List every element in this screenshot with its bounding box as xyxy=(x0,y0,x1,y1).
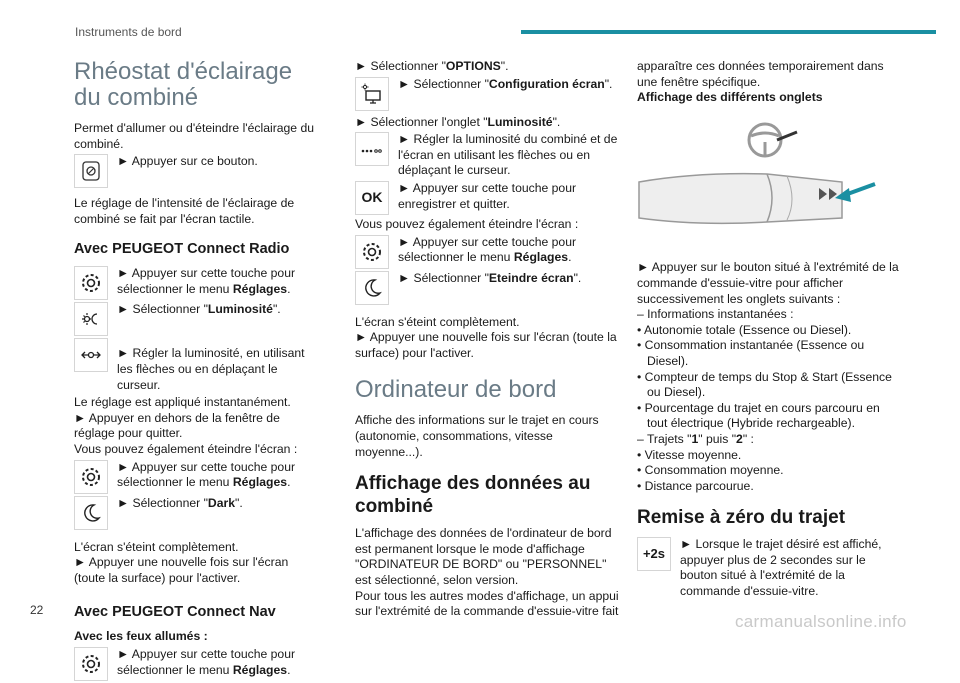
ok-button-icon: OK xyxy=(355,181,389,215)
config-end: ". xyxy=(604,76,613,91)
off-step-1-menu: Réglages xyxy=(513,250,569,265)
display-cont: apparaître ces données temporairement dans une fenêtre spécifique. xyxy=(637,59,884,89)
press-tip: ► Appuyer sur le bouton situé à l'extrémité de la commande d'essuie-vitre pour afficher successivement les onglets suivants : xyxy=(637,260,899,306)
nav-lights: Avec les feux allumés : xyxy=(74,629,208,644)
radio-off-step-1-menu: Réglages xyxy=(232,475,288,490)
slider-dots-icon xyxy=(355,132,389,166)
radio-off-step-2-option: Dark xyxy=(207,495,236,510)
radio-off-step-1-text: ► Appuyer sur cette touche pour sélectionner le menu xyxy=(117,459,296,490)
slider-arrows-icon xyxy=(74,338,108,372)
radio-applied: Le réglage est appliqué instantanément. xyxy=(74,395,291,410)
section-title-rheostat: Rhéostat d'éclairage du combiné xyxy=(74,58,293,111)
tab-label: Luminosité xyxy=(487,114,553,129)
options-end: ". xyxy=(500,59,509,73)
screen-config-icon xyxy=(355,77,389,111)
radio-screen-on: ► Appuyer une nouvelle fois sur l'écran (toute la surface) pour l'activer. xyxy=(74,555,289,585)
inst-label: – Informations instantanées : xyxy=(637,307,794,322)
inst-item: • Consommation instantanée (Essence ou Diesel). xyxy=(637,338,865,368)
header-accent-bar xyxy=(521,30,936,34)
reset-step xyxy=(637,537,902,599)
radio-step-3 xyxy=(74,338,322,393)
trips-mid: " puis " xyxy=(698,431,737,446)
nav-step-1: ► Appuyer sur cette touche pour sélectionner le menu Réglages. xyxy=(74,647,322,681)
trip-item: • Distance parcourue. xyxy=(637,478,754,493)
settings-gear-icon xyxy=(74,266,108,300)
display-p2: Pour tous les autres modes d'affichage, un appui sur l'extrémité de la commande d'essuie-vitre fait xyxy=(355,588,619,619)
trip-item: • Consommation moyenne. xyxy=(637,463,784,478)
options-text: ► Sélectionner " xyxy=(355,59,446,73)
column-3 xyxy=(637,55,902,602)
display-heading: Affichage des données au combiné xyxy=(355,473,591,518)
column-2 xyxy=(355,55,620,620)
radio-step-2-option: Luminosité xyxy=(207,302,273,317)
nav-step-1-text: ► Appuyer sur cette touche pour sélectionner le menu xyxy=(117,646,296,677)
screen-on: ► Appuyer une nouvelle fois sur l'écran (toute la surface) pour l'activer. xyxy=(355,330,617,360)
rheostat-step-text: ► Appuyer sur ce bouton. xyxy=(117,154,258,169)
tab-text: ► Sélectionner l'onglet " xyxy=(355,114,488,129)
off-step-1-text: ► Appuyer sur cette touche pour sélectionner le menu xyxy=(398,234,577,265)
watermark: carmanualsonline.info xyxy=(735,612,907,631)
off-step-2-text: ► Sélectionner " xyxy=(398,270,489,285)
tabs-heading: Affichage des différents onglets xyxy=(637,90,823,105)
radio-step-1: ► Appuyer sur cette touche pour sélectionner le menu Réglages. xyxy=(74,266,322,300)
tab-end: ". xyxy=(552,114,561,129)
header-title: Instruments de bord xyxy=(75,25,182,39)
adjust-text: ► Régler la luminosité du combiné et de l'écran en utilisant les flèches ou en déplaçant le curseur. xyxy=(398,132,618,178)
plus-2s-icon: +2s xyxy=(637,537,671,571)
radio-off-intro: Vous pouvez également éteindre l'écran : xyxy=(74,441,298,456)
settings-gear-icon xyxy=(74,647,108,681)
nav-heading: Avec PEUGEOT Connect Nav xyxy=(74,604,276,621)
column-1 xyxy=(74,55,322,683)
section-title-computer: Ordinateur de bord xyxy=(355,376,557,404)
screen-off: L'écran s'éteint complètement. xyxy=(355,314,520,329)
rheostat-step xyxy=(74,154,322,188)
computer-desc: Affiche des informations sur le trajet en cours (autonomie, consommations, vitesse moyenne...). xyxy=(355,413,599,459)
radio-step-2-text: ► Sélectionner " xyxy=(117,302,208,317)
radio-off-step-1: ► Appuyer sur cette touche pour sélectionner le menu Réglages. xyxy=(74,460,322,494)
trips-text: – Trajets " xyxy=(637,431,692,446)
rheostat-adjust: Le réglage de l'intensité de l'éclairage de combiné se fait par l'écran tactile. xyxy=(74,196,295,226)
brightness-icon xyxy=(74,302,108,336)
reset-heading: Remise à zéro du trajet xyxy=(637,507,846,529)
adjust-step xyxy=(355,132,620,179)
radio-off-step-2-end: ". xyxy=(235,495,243,510)
config-step xyxy=(355,77,620,111)
ok-step xyxy=(355,181,620,215)
config-text: ► Sélectionner " xyxy=(398,76,489,91)
ok-text: ► Appuyer sur cette touche pour enregistrer et quitter. xyxy=(398,180,577,211)
trip-item: • Vitesse moyenne. xyxy=(637,447,742,462)
options-label: OPTIONS xyxy=(445,59,501,73)
nav-step-1-menu: Réglages xyxy=(232,662,288,677)
off-intro: Vous pouvez également éteindre l'écran : xyxy=(355,216,579,231)
inst-item: • Compteur de temps du Stop & Start (Essence ou Diesel). xyxy=(637,369,892,400)
moon-icon xyxy=(355,271,389,305)
off-step-1: ► Appuyer sur cette touche pour sélectionner le menu Réglages. xyxy=(355,235,620,269)
radio-off-step-2 xyxy=(74,496,322,530)
config-label: Configuration écran xyxy=(488,76,605,91)
trip-1: 1 xyxy=(691,431,699,446)
moon-icon xyxy=(74,496,108,530)
off-step-2-end: ". xyxy=(573,270,582,285)
trips-end: " : xyxy=(742,431,754,446)
display-p1: L'affichage des données de l'ordinateur de bord est permanent lorsque le mode d'affichage "ORDINATEUR DE BORD" ou "PERSONNEL" est sélectionné, selon version. xyxy=(355,526,612,587)
radio-step-2-end: ". xyxy=(272,302,281,317)
radio-step-1-text: ► Appuyer sur cette touche pour sélectionner le menu xyxy=(117,266,296,296)
trip-2: 2 xyxy=(736,431,743,446)
reset-text: ► Lorsque le trajet désiré est affiché, appuyer plus de 2 secondes sur le bouton situé à l'extrémité de la commande d'essuie-vitre. xyxy=(680,537,882,599)
radio-exit: ► Appuyer en dehors de la fenêtre de réglage pour quitter. xyxy=(74,410,280,441)
off-step-2-option: Eteindre écran xyxy=(488,270,574,285)
radio-screen-off: L'écran s'éteint complètement. xyxy=(74,539,239,554)
page-number: 22 xyxy=(30,603,44,617)
radio-step-1-menu: Réglages xyxy=(232,281,288,296)
rheostat-intro: Permet d'allumer ou d'éteindre l'éclairage du combiné. xyxy=(74,121,315,151)
off-step-2 xyxy=(355,271,620,305)
radio-heading: Avec PEUGEOT Connect Radio xyxy=(74,241,290,258)
settings-gear-icon xyxy=(355,235,389,269)
rheostat-button-icon xyxy=(74,154,108,188)
inst-item: • Pourcentage du trajet en cours parcouru en tout électrique (Hybride rechargeable). xyxy=(637,400,880,431)
inst-item: • Autonomie totale (Essence ou Diesel). xyxy=(637,322,852,337)
radio-off-step-2-text: ► Sélectionner " xyxy=(117,495,208,510)
settings-gear-icon xyxy=(74,460,108,494)
radio-step-3-text: ► Régler la luminosité, en utilisant les flèches ou en déplaçant le curseur. xyxy=(117,346,305,392)
radio-step-2 xyxy=(74,302,322,336)
wiper-stalk-illustration xyxy=(637,122,902,242)
